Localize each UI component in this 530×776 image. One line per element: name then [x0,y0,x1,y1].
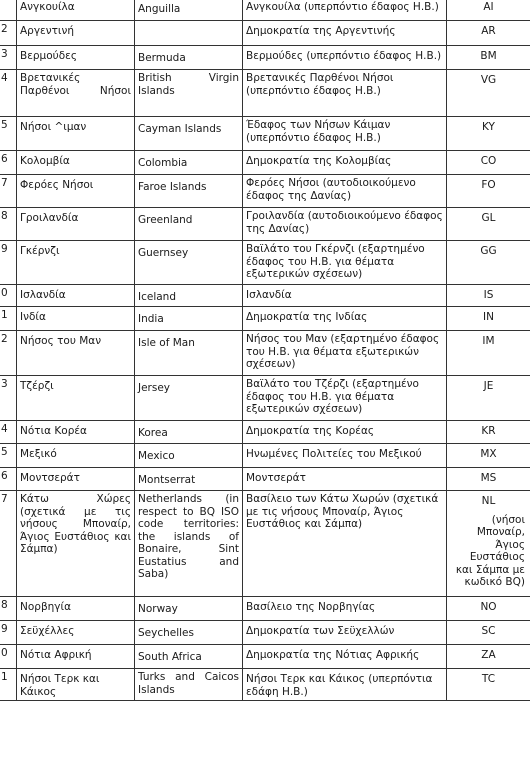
greek-short-name: Νήσοι ^ιμαν [17,117,135,151]
english-name [135,331,243,376]
greek-official-name: Ηνωμένες Πολιτείες του Μεξικού [243,444,447,468]
iso-code-cell [447,46,530,70]
iso-code-cell [447,468,530,491]
row-number: 8 [0,597,17,621]
english-name [135,241,243,285]
table-row [0,645,530,669]
iso-code: MS [480,472,497,484]
iso-code-cell [447,151,530,175]
row-number: 1 [0,307,17,331]
iso-code: KY [482,121,495,133]
iso-code: NO [480,601,497,613]
english-name [135,444,243,468]
row-number: 9 [0,241,17,285]
greek-official-name: Μοντσεράτ [243,468,447,491]
english-name [135,285,243,307]
greek-short-name: Νορβηγία [17,597,135,621]
table-row [0,21,530,46]
iso-code: AI [483,1,494,13]
greek-official-name: Δημοκρατία της Κολομβίας [243,151,447,175]
english-name-text: Korea [138,427,168,439]
table-row [0,151,530,175]
table-row [0,175,530,208]
greek-official-name: Δημοκρατία της Κορέας [243,421,447,444]
greek-short-name: Νότια Αφρική [17,645,135,669]
greek-short-name: Ανγκουίλα [17,0,135,21]
table-row [0,307,530,331]
greek-official-name: Βασίλειο των Κάτω Χωρών (σχετικά με τις νήσους Μποναίρ, Άγιος Ευστάθιος και Σάμπα) [243,491,447,597]
row-number: 5 [0,444,17,468]
iso-code: MX [480,448,497,460]
iso-code: IS [483,289,494,301]
greek-official-name: Βαϊλάτο του Γκέρνζι (εξαρτημένο έδαφος του Η.Β. για θέματα εξωτερικών σχέσεων) [243,241,447,285]
row-number: 2 [0,21,17,46]
english-name-text: Norway [138,603,178,615]
greek-official-name: Ισλανδία [243,285,447,307]
iso-code: BM [480,50,497,62]
english-name-text: Iceland [138,291,177,303]
english-name-text: Montserrat [138,474,196,486]
greek-official-name: Δημοκρατία της Νότιας Αφρικής [243,645,447,669]
greek-official-name: Δημοκρατία της Ινδίας [243,307,447,331]
iso-code: IM [482,335,495,347]
row-number: 9 [0,621,17,645]
row-number: 5 [0,117,17,151]
english-name-text: Colombia [138,157,188,169]
english-name-text: Isle of Man [138,337,195,349]
english-name [135,621,243,645]
greek-short-name: Βερμούδες [17,46,135,70]
row-number: 4 [0,70,17,117]
iso-code-cell [447,307,530,331]
english-name-text: Cayman Islands [138,123,222,135]
iso-code-cell [447,421,530,444]
greek-short-name: Κάτω Χώρες (σχετικά με τις νήσους Μποναίρ, Άγιος Ευστάθιος και Σάμπα) [17,491,135,597]
greek-short-name: Ινδία [17,307,135,331]
iso-code-cell [447,597,530,621]
iso-code-cell [447,331,530,376]
greek-short-name: Νήσοι Τερκ και Κάικος [17,669,135,701]
iso-code-cell [447,444,530,468]
greek-official-name: Νήσος του Μαν (εξαρτημένο έδαφος του Η.Β. για θέματα εξωτερικών σχέσεων) [243,331,447,376]
english-name-text: Bermuda [138,52,186,64]
iso-code: IN [483,311,494,323]
iso-code-cell [447,117,530,151]
greek-official-name: Νήσοι Τερκ και Κάικος (υπερπόντια εδάφη Η.Β.) [243,669,447,701]
iso-code: AR [481,25,496,37]
table-row [0,117,530,151]
table-row [0,241,530,285]
english-name [135,468,243,491]
english-name-text: British Virgin Islands [138,72,239,97]
greek-short-name: Νήσος του Μαν [17,331,135,376]
row-number: 0 [0,645,17,669]
iso-code-cell [447,241,530,285]
greek-official-name: Έδαφος των Νήσων Κάιμαν (υπερπόντιο έδαφος Η.Β.) [243,117,447,151]
table-row [0,0,530,21]
row-number [0,0,17,21]
row-number: 6 [0,468,17,491]
english-name [135,175,243,208]
iso-code-cell [447,669,530,701]
row-number: 6 [0,151,17,175]
iso-code-cell [447,376,530,421]
row-number: 0 [0,285,17,307]
english-name [135,117,243,151]
greek-short-name: Γκέρνζι [17,241,135,285]
row-number: 3 [0,376,17,421]
greek-short-name: Αργεντινή [17,21,135,46]
english-name-text: Netherlands (in respect to BQ ISO code territories: the islands of Bonaire, Sint Eustatius and Saba) [138,493,239,580]
english-name-text: Seychelles [138,627,194,639]
table-row [0,468,530,491]
iso-code: KR [481,425,496,437]
english-name [135,151,243,175]
table-row [0,376,530,421]
english-name-text: Greenland [138,214,193,226]
iso-code-cell [447,621,530,645]
english-name [135,0,243,21]
iso-code-cell [447,175,530,208]
iso-code: GG [480,245,497,257]
english-name [135,376,243,421]
greek-official-name: Ανγκουίλα (υπερπόντιο έδαφος Η.Β.) [243,0,447,21]
greek-official-name: Δημοκρατία των Σεϋχελλών [243,621,447,645]
english-name [135,669,243,701]
iso-code-cell [447,491,530,597]
greek-short-name: Σεϋχέλλες [17,621,135,645]
table-row [0,70,530,117]
table-row [0,331,530,376]
english-name-text: Turks and Caicos Islands [138,671,239,696]
english-name [135,46,243,70]
english-name [135,421,243,444]
iso-code-cell [447,645,530,669]
table-row [0,491,530,597]
greek-official-name: Δημοκρατία της Αργεντινής [243,21,447,46]
row-number: 8 [0,208,17,241]
english-name-text: Anguilla [138,3,181,15]
table-row [0,285,530,307]
greek-short-name: Κολομβία [17,151,135,175]
greek-short-name: Ισλανδία [17,285,135,307]
greek-short-name: Μεξικό [17,444,135,468]
iso-code-note: (νήσοι Μποναίρ, Άγιος Ευστάθιος και Σάμπα με κωδικό BQ) [455,513,525,588]
table-row [0,421,530,444]
greek-short-name: Τζέρζι [17,376,135,421]
greek-official-name: Βρετανικές Παρθένοι Νήσοι (υπερπόντιο έδαφος Η.Β.) [243,70,447,117]
row-number: 4 [0,421,17,444]
english-name [135,491,243,597]
iso-code-cell [447,208,530,241]
english-name-text: Jersey [138,382,171,394]
english-name [135,21,243,46]
table-row [0,208,530,241]
iso-code-cell [447,285,530,307]
table-row [0,597,530,621]
iso-code: ZA [481,649,496,661]
iso-code: NL [481,495,496,507]
row-number: 1 [0,669,17,701]
english-name [135,307,243,331]
iso-code: JE [483,380,494,392]
row-number: 2 [0,331,17,376]
table-row [0,621,530,645]
english-name [135,208,243,241]
greek-short-name: Γροιλανδία [17,208,135,241]
iso-code: GL [481,212,496,224]
iso-code: FO [481,179,496,191]
greek-official-name: Βερμούδες (υπερπόντιο έδαφος Η.Β.) [243,46,447,70]
english-name [135,597,243,621]
greek-official-name: Φερόες Νήσοι (αυτοδιοικούμενο έδαφος της Δανίας) [243,175,447,208]
greek-official-name: Γροιλανδία (αυτοδιοικούμενο έδαφος της Δανίας) [243,208,447,241]
row-number: 7 [0,175,17,208]
table-row [0,669,530,701]
english-name [135,645,243,669]
greek-official-name: Βασίλειο της Νορβηγίας [243,597,447,621]
iso-code: SC [481,625,496,637]
greek-short-name: Φερόες Νήσοι [17,175,135,208]
english-name-text: Mexico [138,450,175,462]
row-number: 3 [0,46,17,70]
table-row [0,46,530,70]
english-name-text [138,23,239,27]
row-number: 7 [0,491,17,597]
greek-short-name: Νότια Κορέα [17,421,135,444]
english-name-text: Faroe Islands [138,181,207,193]
greek-short-name: Βρετανικές Παρθένοι Νήσοι [17,70,135,117]
greek-short-name: Μοντσεράτ [17,468,135,491]
english-name [135,70,243,117]
greek-official-name: Βαϊλάτο του Τζέρζι (εξαρτημένο έδαφος του Η.Β. για θέματα εξωτερικών σχέσεων) [243,376,447,421]
english-name-text: India [138,313,164,325]
iso-code: TC [481,673,496,685]
iso-code-cell [447,0,530,21]
english-name-text: South Africa [138,651,202,663]
iso-code: VG [480,74,497,86]
iso-code-cell [447,70,530,117]
english-name-text: Guernsey [138,247,189,259]
iso-code: CO [480,155,497,167]
table-row [0,444,530,468]
iso-code-cell [447,21,530,46]
